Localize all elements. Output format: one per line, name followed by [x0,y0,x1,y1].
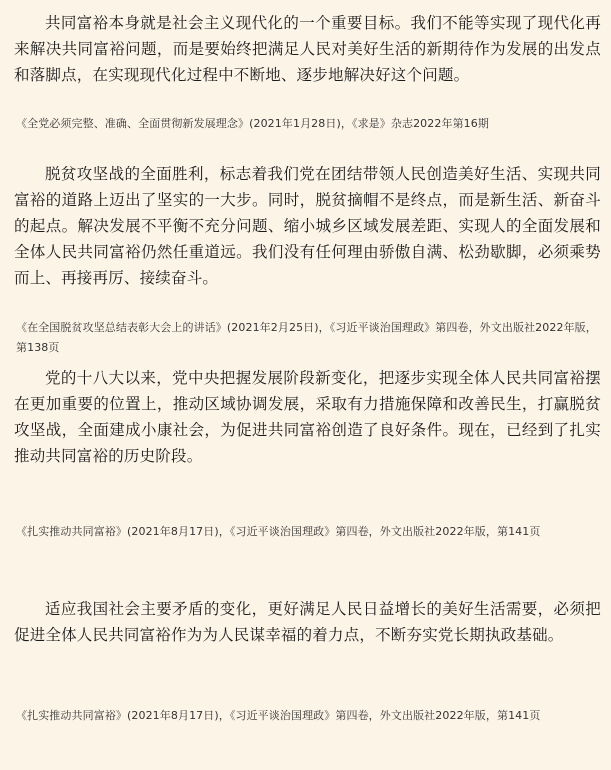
quote-paragraph: 适应我国社会主要矛盾的变化，更好满足人民日益增长的美好生活需要，必须把促进全体人民共同富裕作为为人民谋幸福的着力点，不断夯实党长期执政基础。 [14,600,601,644]
quote-paragraph: 脱贫攻坚战的全面胜利，标志着我们党在团结带领人民创造美好生活、实现共同富裕的道路上迈出了坚实的一大步。同时，脱贫摘帽不是终点，而是新生活、新奋斗的起点。解决发展不平衡不充分问题、缩小城乡区域发展差距、实现人的全面发展和全体人民共同富裕仍然任重道远。我们没有任何理由骄傲自满、松劲歇脚，必须乘势而上、再接再厉、接续奋斗。 [14,165,601,287]
quote-source: 《在全国脱贫攻坚总结表彰大会上的讲话》(2021年2月25日)，《习近平谈治国理政》第四卷，外文出版社2022年版，第138页 [16,321,597,354]
quote-paragraph: 党的十八大以来，党中央把握发展阶段新变化，把逐步实现全体人民共同富裕摆在更加重要的位置上，推动区域协调发展，采取有力措施保障和改善民生，打赢脱贫攻坚战，全面建成小康社会，为促进共同富裕创造了良好条件。现在，已经到了扎实推动共同富裕的历史阶段。 [14,369,601,465]
quote-paragraph: 共同富裕本身就是社会主义现代化的一个重要目标。我们不能等实现了现代化再来解决共同富裕问题，而是要始终把满足人民对美好生活的新期待作为发展的出发点和落脚点，在实现现代化过程中不断地、逐步地解决好这个问题。 [14,14,601,84]
quote-source: 《全党必须完整、准确、全面贯彻新发展理念》(2021年1月28日)，《求是》杂志2022年第16期 [16,117,489,130]
quote-source: 《扎实推动共同富裕》(2021年8月17日)，《习近平谈治国理政》第四卷，外文出版社2022年版，第141页 [16,709,541,722]
quote-source: 《扎实推动共同富裕》(2021年8月17日)，《习近平谈治国理政》第四卷，外文出版社2022年版，第141页 [16,525,541,538]
